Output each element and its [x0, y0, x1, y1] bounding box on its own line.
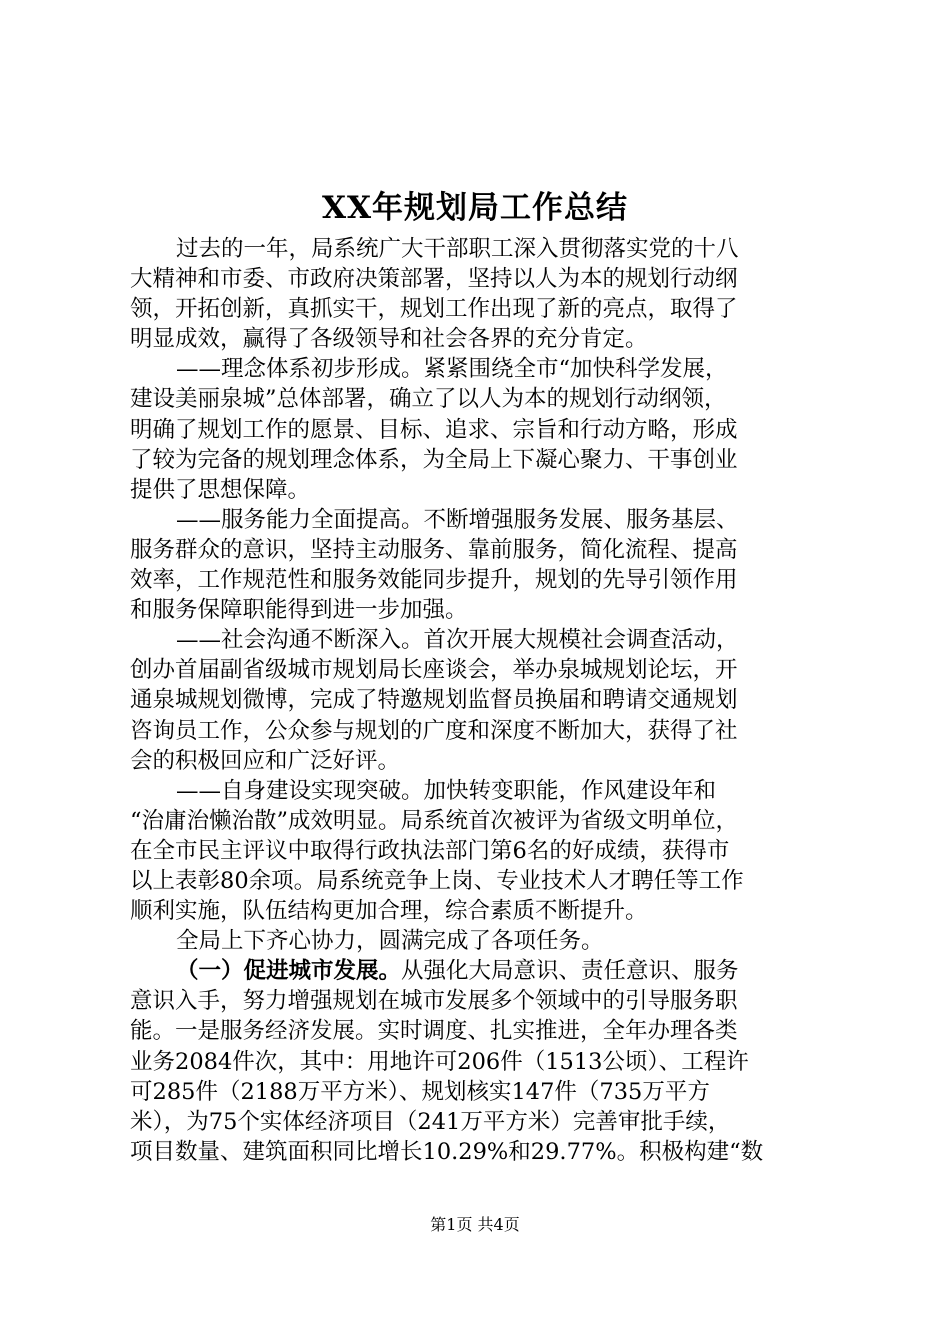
paragraph-line: 可285件（2188万平方米）、规划核实147件（735万平方 [130, 1078, 710, 1105]
paragraph-line: 和服务保障职能得到进一步加强。 [130, 597, 468, 624]
paragraph-line: 意识入手，努力增强规划在城市发展多个领域中的引导服务职 [130, 988, 738, 1015]
paragraph-line: ——社会沟通不断深入。首次开展大规模社会调查活动， [176, 627, 739, 654]
paragraph-line: 项目数量、建筑面积同比增长10.29%和29.77%。积极构建“数 [130, 1138, 764, 1165]
paragraph-line: 大精神和市委、市政府决策部署，坚持以人为本的规划行动纲 [130, 266, 738, 293]
paragraph-line: 明显成效，赢得了各级领导和社会各界的充分肯定。 [130, 326, 648, 353]
paragraph-line: 领，开拓创新，真抓实干，规划工作出现了新的亮点，取得了 [130, 296, 738, 323]
paragraph-line: 会的积极回应和广泛好评。 [130, 747, 401, 774]
paragraph-line: ——服务能力全面提高。不断增强服务发展、服务基层、 [176, 506, 739, 533]
paragraph-line: 在全市民主评议中取得行政执法部门第6名的好成绩，获得市 [130, 837, 730, 864]
paragraph-line: 提供了思想保障。 [130, 476, 311, 503]
paragraph-line: 米），为75个实体经济项目（241万平方米）完善审批手续， [130, 1108, 731, 1135]
paragraph-line: ——自身建设实现突破。加快转变职能，作风建设年和 [176, 777, 717, 804]
paragraph-line: 过去的一年，局系统广大干部职工深入贯彻落实党的十八 [176, 236, 739, 262]
paragraph-line: 全局上下齐心协力，圆满完成了各项任务。 [176, 928, 604, 955]
page-number-footer: 第1页 共4页 [430, 1215, 520, 1234]
paragraph-line: 服务群众的意识，坚持主动服务、靠前服务，简化流程、提高 [130, 536, 738, 563]
paragraph-line: 效率，工作规范性和服务效能同步提升，规划的先导引领作用 [130, 567, 738, 594]
paragraph-line: 以上表彰80余项。局系统竞争上岗、专业技术人才聘任等工作 [130, 867, 744, 894]
document-body [130, 234, 830, 1167]
paragraph-line: 建设美丽泉城”总体部署，确立了以人为本的规划行动纲领， [130, 386, 727, 413]
paragraph-line: 业务2084件次，其中：用地许可206件（1513公顷）、工程许 [130, 1048, 749, 1075]
paragraph-line: 了较为完备的规划理念体系，为全局上下凝心聚力、干事创业 [130, 446, 738, 473]
paragraph-line: 能。一是服务经济发展。实时调度、扎实推进，全年办理各类 [130, 1018, 738, 1045]
paragraph-line: 通泉城规划微博，完成了特邀规划监督员换届和聘请交通规划 [130, 687, 738, 714]
paragraph-line: 咨询员工作，公众参与规划的广度和深度不断加大，获得了社 [130, 717, 738, 744]
paragraph-line: “治庸治懒治散”成效明显。局系统首次被评为省级文明单位， [130, 807, 739, 834]
paragraph-line: 创办首届副省级城市规划局长座谈会，举办泉城规划论坛，开 [130, 657, 738, 684]
section-heading: （一）促进城市发展。 [176, 958, 402, 985]
paragraph-line: 明确了规划工作的愿景、目标、追求、宗旨和行动方略，形成 [130, 416, 738, 443]
paragraph-line: ——理念体系初步形成。紧紧围绕全市“加快科学发展， [176, 356, 728, 383]
paragraph-line [130, 956, 830, 986]
paragraph-line: 顺利实施，队伍结构更加合理，综合素质不断提升。 [130, 898, 648, 925]
paragraph-text: 从强化大局意识、责任意识、服务 [401, 958, 739, 985]
document-title: XX年规划局工作总结 [321, 190, 629, 226]
